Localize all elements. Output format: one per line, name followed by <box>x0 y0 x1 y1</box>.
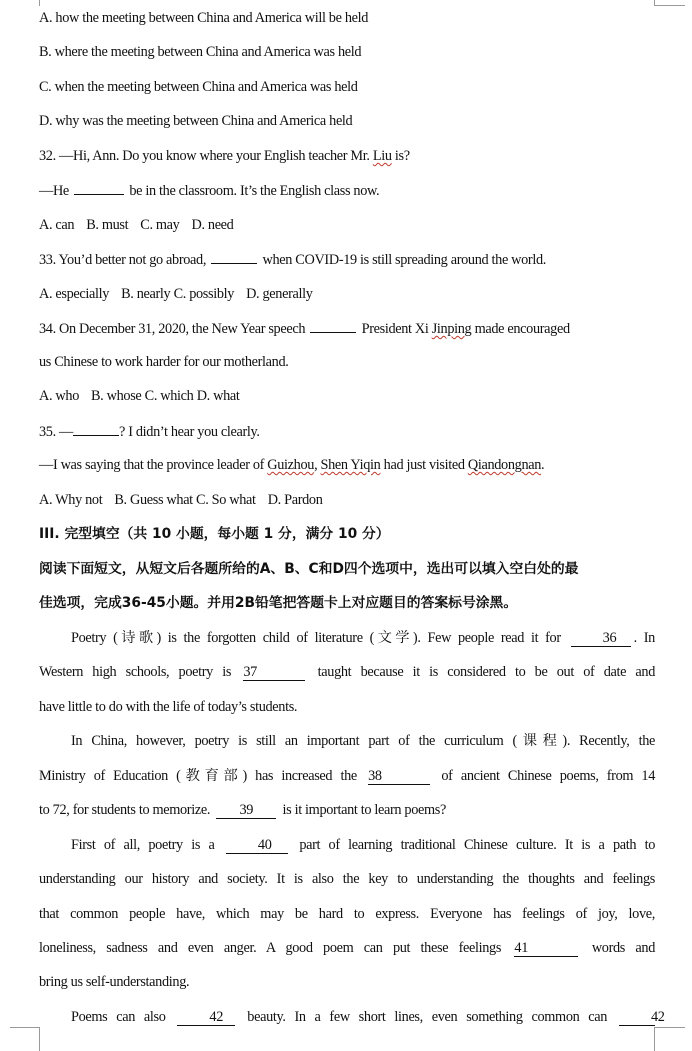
q33-answer-blank[interactable] <box>211 249 257 264</box>
section-title: III. 完型填空（共 10 小题，每小题 1 分，满分 10 分） <box>39 526 390 542</box>
q35-answer-blank[interactable] <box>73 421 119 436</box>
q35-stem: 35. — ? I didn’t hear you clearly. <box>39 421 655 442</box>
q31-option-a: A. how the meeting between China and America will be held <box>39 10 369 26</box>
q32-option-c: C. may <box>140 217 180 233</box>
passage-p3-line2: understanding our history and society. It is also the key to understanding the thoughts and feelings <box>39 871 655 887</box>
q35-option-bc: B. Guess what C. So what <box>114 492 256 508</box>
crop-mark-top-right-h <box>655 5 685 6</box>
blank-36[interactable]: 36 <box>571 630 631 647</box>
passage-p2-line3: to 72, for students to memorize. 39 is it important to learn poems? <box>39 802 446 818</box>
blank-38[interactable]: 38 <box>368 768 430 785</box>
passage-p1-line2: Western high schools, poetry is 37 taught because it is considered to be out of date and <box>39 664 655 680</box>
q31-option-c: C. when the meeting between China and America was held <box>39 79 358 95</box>
crop-mark-bottom-left-v <box>39 1027 40 1051</box>
q35-leader-name: Shen Yiqin <box>320 457 381 473</box>
passage-p1-line3: have little to do with the life of today’s students. <box>39 699 298 715</box>
passage-p2-line2: Ministry of Education (教育部) has increased the 38 of ancient Chinese poems, from 14 <box>39 768 656 784</box>
q32-options <box>39 215 655 235</box>
q32-stem: 32. —Hi, Ann. Do you know where your English teacher Mr. Liu is? <box>39 148 410 164</box>
q32-option-d: D. need <box>191 217 234 233</box>
q34-stem-line2: us Chinese to work harder for our motherland. <box>39 354 289 370</box>
q35-reply: —I was saying that the province leader of Guizhou, Shen Yiqin had just visited Qiandongnan. <box>39 457 545 473</box>
q33-option-a: A. especially <box>39 286 110 302</box>
blank-37[interactable]: 37 <box>243 664 305 681</box>
q34-stem: 34. On December 31, 2020, the New Year speech President Xi Jinping made encouraged <box>39 318 655 339</box>
blank-41[interactable]: 41 <box>514 940 578 957</box>
passage-p1-line1: Poetry (诗歌) is the forgotten child of literature (文学). Few people read it for 36 . In <box>71 630 655 646</box>
q35-place-qiandongnan: Qiandongnan <box>467 457 542 473</box>
blank-42-first[interactable]: 42 <box>177 1009 235 1026</box>
q34-answer-blank[interactable] <box>310 318 356 333</box>
section-instruction-line1: 阅读下面短文，从短文后各题所给的A、B、C和D四个选项中，选出可以填入空白处的最 <box>39 561 579 577</box>
q34-option-bcd: B. whose C. which D. what <box>91 388 240 404</box>
blank-40[interactable]: 40 <box>226 837 288 854</box>
q31-option-d: D. why was the meeting between China and America held <box>39 113 353 129</box>
passage-p3-line5: bring us self-understanding. <box>39 974 190 990</box>
crop-mark-top-left-v <box>39 0 40 6</box>
q35-place-guizhou: Guizhou <box>267 457 315 473</box>
q33-option-bc: B. nearly C. possibly <box>121 286 235 302</box>
q32-answer-blank[interactable] <box>74 180 124 195</box>
crop-mark-bottom-left-h <box>10 1027 39 1028</box>
blank-42-second[interactable]: 42 <box>619 1009 655 1026</box>
q34-options <box>39 386 655 406</box>
q32-option-a: A. can <box>39 217 75 233</box>
q35-option-d: D. Pardon <box>267 492 323 508</box>
q33-options <box>39 284 655 304</box>
q33-stem: 33. You’d better not go abroad, when COVID-19 is still spreading around the world. <box>39 249 655 270</box>
crop-mark-bottom-right-h <box>655 1027 685 1028</box>
q32-teacher-name: Liu <box>372 148 392 164</box>
blank-39[interactable]: 39 <box>216 802 276 819</box>
passage-p4-line1: Poems can also 42 beauty. In a few short lines, even something common can 42 <box>71 1009 665 1025</box>
q34-president-name: Jinping <box>431 321 472 337</box>
q34-option-a: A. who <box>39 388 79 404</box>
passage-p3-line1: First of all, poetry is a 40 part of learning traditional Chinese culture. It is a path to <box>71 837 655 853</box>
passage-p3-line3: that common people have, which may be hard to express. Everyone has feelings of joy, love, <box>39 906 655 922</box>
q32-option-b: B. must <box>86 217 129 233</box>
passage-p2-line1: In China, however, poetry is still an important part of the curriculum (课程). Recently, the <box>71 733 655 749</box>
section-instruction-line2: 佳选项，完成36-45小题。并用2B铅笔把答题卡上对应题目的答案标号涂黑。 <box>39 595 518 611</box>
crop-mark-bottom-right-v <box>654 1027 655 1051</box>
passage-p3-line4: loneliness, sadness and even anger. A good poem can put these feelings 41 words and <box>39 940 655 956</box>
q35-options <box>39 490 655 510</box>
q33-option-d: D. generally <box>246 286 313 302</box>
q31-option-b: B. where the meeting between China and America was held <box>39 44 362 60</box>
q32-reply: —He be in the classroom. It’s the English class now. <box>39 180 655 201</box>
q35-option-a: A. Why not <box>39 492 103 508</box>
